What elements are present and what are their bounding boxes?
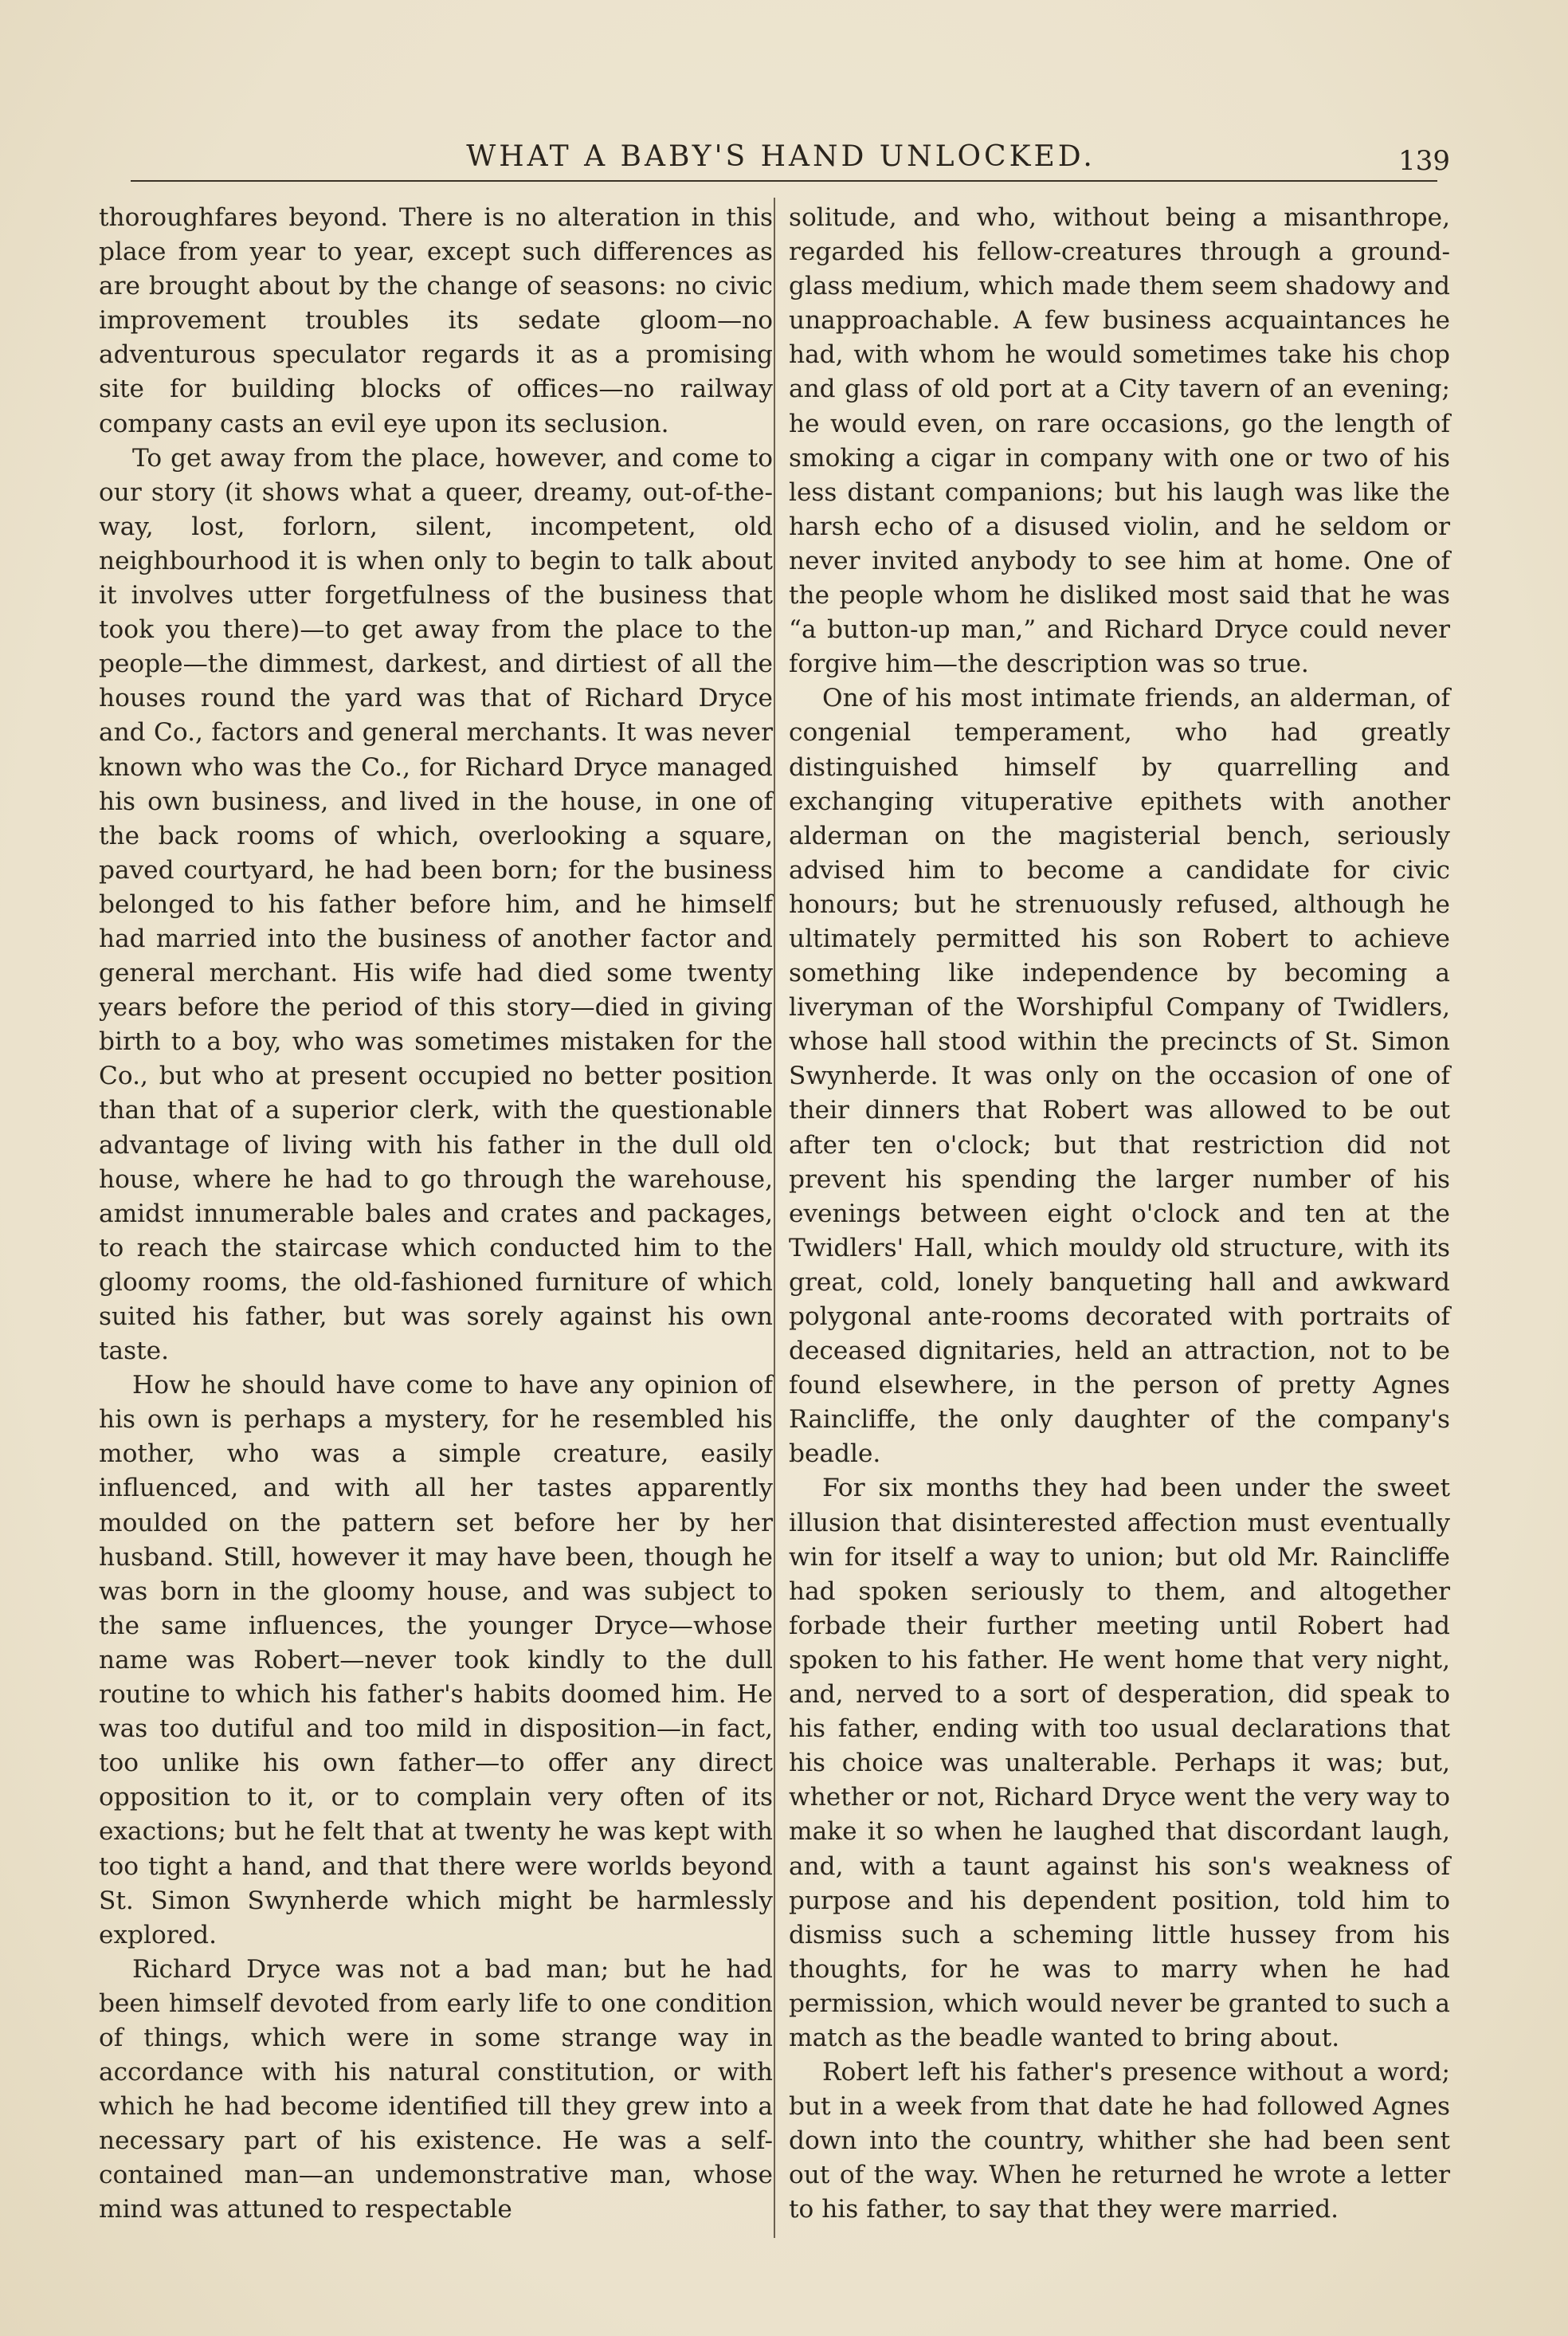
right-column bbox=[789, 201, 1450, 2228]
page-number: 139 bbox=[1398, 145, 1450, 177]
paragraph: Richard Dryce was not a bad man; but he had been himself devoted from early life to one condition of things, which were in some strange way in accordance with his natural constitution, or with which he had become identified till they grew into a necessary part of his existence. He was a self-contained man—an undemonstrative man, whose mind was attuned to respectable bbox=[99, 1954, 773, 2224]
left-column bbox=[99, 201, 773, 2228]
paragraph: Robert left his father's presence without a word; but in a week from that date he had followed Agnes down into the country, whither she had been sent out of the way. When he returned he wrote a letter to his father, to say that they were married. bbox=[789, 2058, 1450, 2224]
paragraph: How he should have come to have any opinion of his own is perhaps a mystery, for he resembled his mother, who was a simple creature, easily influenced, and with all her tastes apparently moulded on the pattern set before her by her husband. Still, however it may have been, though he was born in the gloomy house, and was subject to the same influences, the younger Dryce—whose name was Robert—never took kindly to the dull routine to which his father's habits doomed him. He was too dutiful and too mild in disposition—in fact, too unlike his own father—to offer any direct opposition to it, or to complain very often of its exactions; but he felt that at twenty he was kept with too tight a hand, and that there were worlds beyond St. Simon Swynherde which might be harmlessly explored. bbox=[99, 1371, 773, 1949]
paragraph: For six months they had been under the sweet illusion that disinterested affection must eventually win for itself a way to union; but old Mr. Raincliffe had spoken seriously to them, and altogether forbade their further meeting until Robert had spoken to his father. He went home that very night, and, nerved to a sort of desperation, did speak to his father, ending with too usual declarations that his choice was unalterable. Perhaps it was; but, whether or not, Richard Dryce went the very way to make it so when he laughed that discordant laugh, and, with a taunt against his son's weakness of purpose and his dependent position, told him to dismiss such a scheming little hussey from his thoughts, for he was to marry when he had permission, which would never be granted to such a match as the beadle wanted to bring about. bbox=[789, 1474, 1450, 2052]
paragraph: solitude, and who, without being a misanthrope, regarded his fellow-creatures through a ground-glass medium, which made them seem shadowy and unapproachable. A few business acquaintances he had, with whom he would sometimes take his chop and glass of old port at a City tavern of an evening; he would even, on rare occasions, go the length of smoking a cigar in company with one or two of his less distant companions; but his laugh was like the harsh echo of a disused violin, and he seldom or never invited anybody to see him at home. One of the people whom he disliked most said that he was “a button-up man,” and Richard Dryce could never forgive him—the description was so true. bbox=[789, 203, 1450, 679]
running-title: WHAT A BABY'S HAND UNLOCKED. bbox=[466, 140, 1096, 173]
paragraph: One of his most intimate friends, an alderman, of congenial temperament, who had greatly distinguished himself by quarrelling and exchanging vituperative epithets with another alderman on the magisterial bench, seriously advised him to become a candidate for civic honours; but he strenuously refused, although he ultimately permitted his son Robert to achieve something like independence by becoming a liveryman of the Worshipful Company of Twidlers, whose hall stood within the precincts of St. Simon Swynherde. It was only on the occasion of one of their dinners that Robert was allowed to be out after ten o'clock; but that restriction did not prevent his spending the larger number of his evenings between eight o'clock and ten at the Twidlers' Hall, which mouldy old structure, with its great, cold, lonely banqueting hall and awkward polygonal ante-rooms decorated with portraits of deceased dignitaries, held an attraction, not to be found elsewhere, in the person of pretty Agnes Raincliffe, the only daughter of the company's beadle. bbox=[789, 684, 1450, 1469]
paragraph: To get away from the place, however, and come to our story (it shows what a queer, dreamy, out-of-the-way, lost, forlorn, silent, incompetent, old neighbourhood it is when only to begin to talk about it involves utter forgetfulness of the business that took you there)—to get away from the place to the people—the dimmest, darkest, and dirtiest of all the houses round the yard was that of Richard Dryce and Co., factors and general merchants. It was never known who was the Co., for Richard Dryce managed his own business, and lived in the house, in one of the back rooms of which, overlooking a square, paved courtyard, he had been born; for the business belonged to his father before him, and he himself had married into the business of another factor and general merchant. His wife had died some twenty years before the period of this story—died in giving birth to a boy, who was sometimes mistaken for the Co., but who at present occupied no better position than that of a superior clerk, with the questionable advantage of living with his father in the dull old house, where he had to go through the warehouse, amidst innumerable bales and crates and packages, to reach the staircase which conducted him to the gloomy rooms, the old-fashioned furniture of which suited his father, but was sorely against his own taste. bbox=[99, 443, 773, 1366]
header-rule bbox=[131, 180, 1437, 182]
paragraph: thoroughfares beyond. There is no alteration in this place from year to year, except such differences as are brought about by the change of seasons: no civic improvement troubles its sedate gloom—no adventurous speculator regards it as a promising site for building blocks of offices—no railway company casts an evil eye upon its seclusion. bbox=[99, 203, 773, 438]
running-head bbox=[112, 135, 1450, 183]
column-divider bbox=[774, 198, 775, 2238]
